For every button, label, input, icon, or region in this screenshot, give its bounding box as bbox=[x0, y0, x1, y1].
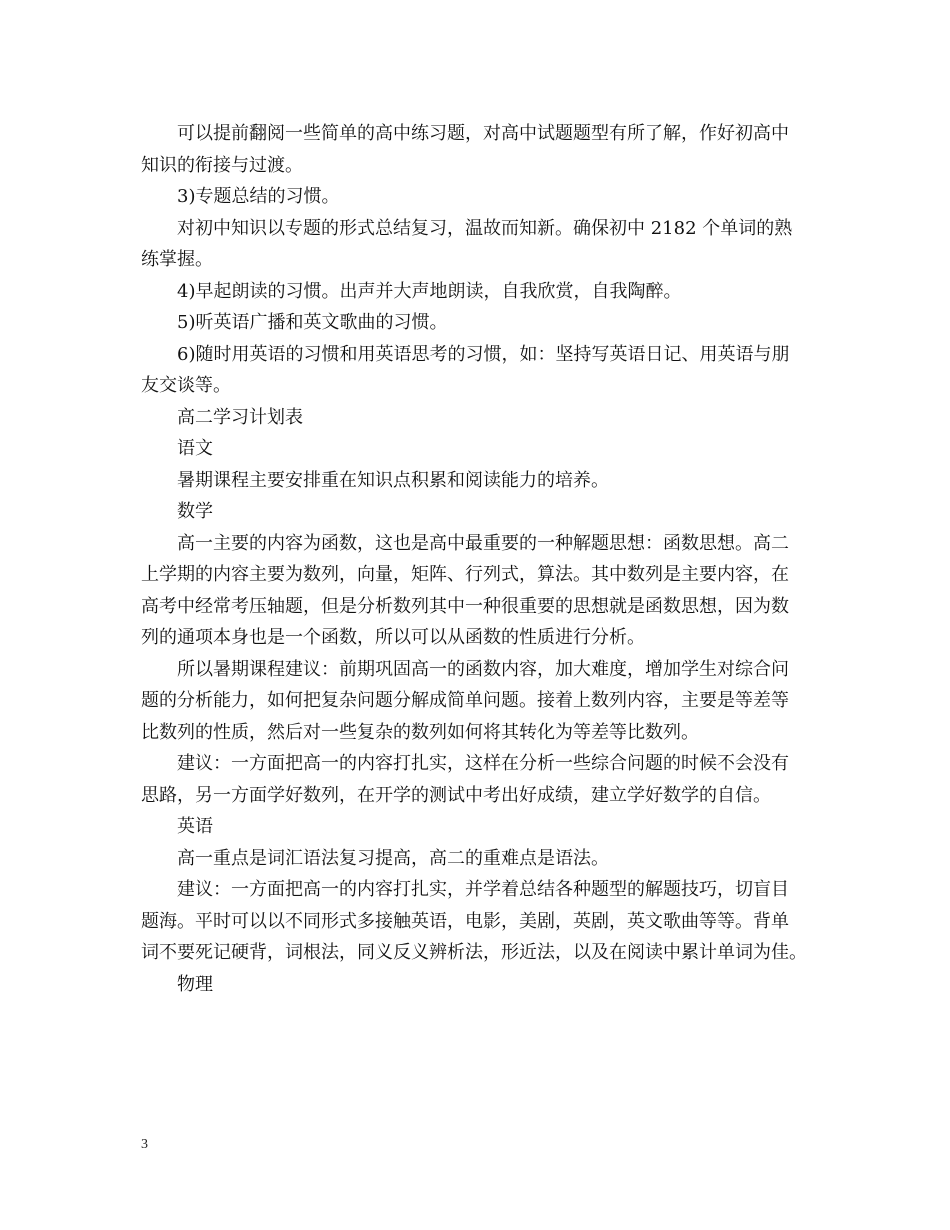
text-line: 练掌握。 bbox=[141, 249, 213, 270]
paragraph bbox=[141, 811, 821, 843]
paragraph bbox=[141, 465, 821, 497]
text-line: 物理 bbox=[177, 973, 213, 995]
text-line: 题海。平时可以以不同形式多接触英语，电影，美剧，英剧，英文歌曲等等。背单 bbox=[141, 910, 789, 932]
text-line: 暑期课程主要安排重在知识点积累和阅读能力的培养。 bbox=[177, 469, 609, 491]
paragraph bbox=[141, 433, 821, 465]
text-line: 高一主要的内容为函数，这也是高中最重要的一种解题思想：函数思想。高二 bbox=[177, 532, 789, 554]
text-line: 对初中知识以专题的形式总结复习，温故而知新。确保初中 2182 个单词的熟 bbox=[177, 217, 793, 239]
text-line: 知识的衔接与过渡。 bbox=[141, 154, 303, 176]
text-line: 比数列的性质，然后对一些复杂的数列如何将其转化为等差等比数列。 bbox=[141, 721, 699, 743]
paragraph bbox=[141, 654, 821, 749]
text-line: 题的分析能力，如何把复杂问题分解成简单问题。接着上数列内容，主要是等差等 bbox=[141, 690, 789, 711]
text-line: 英语 bbox=[177, 816, 213, 837]
paragraph bbox=[141, 213, 821, 276]
paragraph bbox=[141, 528, 821, 654]
text-line: 高二学习计划表 bbox=[177, 406, 303, 428]
paragraph bbox=[141, 843, 821, 875]
paragraph bbox=[141, 874, 821, 969]
text-line: 高一重点是词汇语法复习提高，高二的重难点是语法。 bbox=[177, 847, 609, 869]
text-line: 语文 bbox=[177, 438, 213, 459]
text-line: 高考中经常考压轴题，但是分析数列其中一种很重要的思想就是函数思想，因为数 bbox=[141, 595, 789, 617]
text-line: 所以暑期课程建议：前期巩固高一的函数内容，加大难度，增加学生对综合问 bbox=[177, 658, 789, 680]
paragraph bbox=[141, 496, 821, 528]
text-line: 上学期的内容主要为数列，向量，矩阵、行列式，算法。其中数列是主要内容，在 bbox=[141, 564, 789, 585]
paragraph bbox=[141, 402, 821, 434]
text-line: 词不要死记硬背，词根法，同义反义辨析法，形近法，以及在阅读中累计单词为佳。 bbox=[141, 942, 807, 963]
paragraph bbox=[141, 969, 821, 1001]
text-line: 3)专题总结的习惯。 bbox=[177, 186, 340, 207]
paragraph bbox=[141, 276, 821, 308]
text-line: 友交谈等。 bbox=[141, 375, 231, 396]
text-line: 列的通项本身也是一个函数，所以可以从函数的性质进行分析。 bbox=[141, 627, 645, 648]
paragraph bbox=[141, 118, 821, 181]
page-number: 3 bbox=[141, 1137, 148, 1152]
paragraph bbox=[141, 748, 821, 811]
text-line: 5)听英语广播和英文歌曲的习惯。 bbox=[177, 312, 448, 333]
text-line: 建议：一方面把高一的内容打扎实，这样在分析一些综合问题的时候不会没有 bbox=[177, 753, 789, 774]
text-line: 思路，另一方面学好数列，在开学的测试中考出好成绩，建立学好数学的自信。 bbox=[141, 784, 771, 806]
text-line: 建议：一方面把高一的内容打扎实，并学着总结各种题型的解题技巧，切盲目 bbox=[177, 879, 789, 900]
text-line: 可以提前翻阅一些简单的高中练习题，对高中试题题型有所了解，作好初高中 bbox=[177, 123, 789, 144]
document-body bbox=[141, 118, 821, 1000]
text-line: 4)早起朗读的习惯。出声并大声地朗读，自我欣赏，自我陶醉。 bbox=[177, 280, 682, 302]
text-line: 6)随时用英语的习惯和用英语思考的习惯，如：坚持写英语日记、用英语与朋 bbox=[177, 343, 790, 365]
paragraph bbox=[141, 339, 821, 402]
paragraph bbox=[141, 307, 821, 339]
text-line: 数学 bbox=[177, 501, 213, 522]
paragraph bbox=[141, 181, 821, 213]
